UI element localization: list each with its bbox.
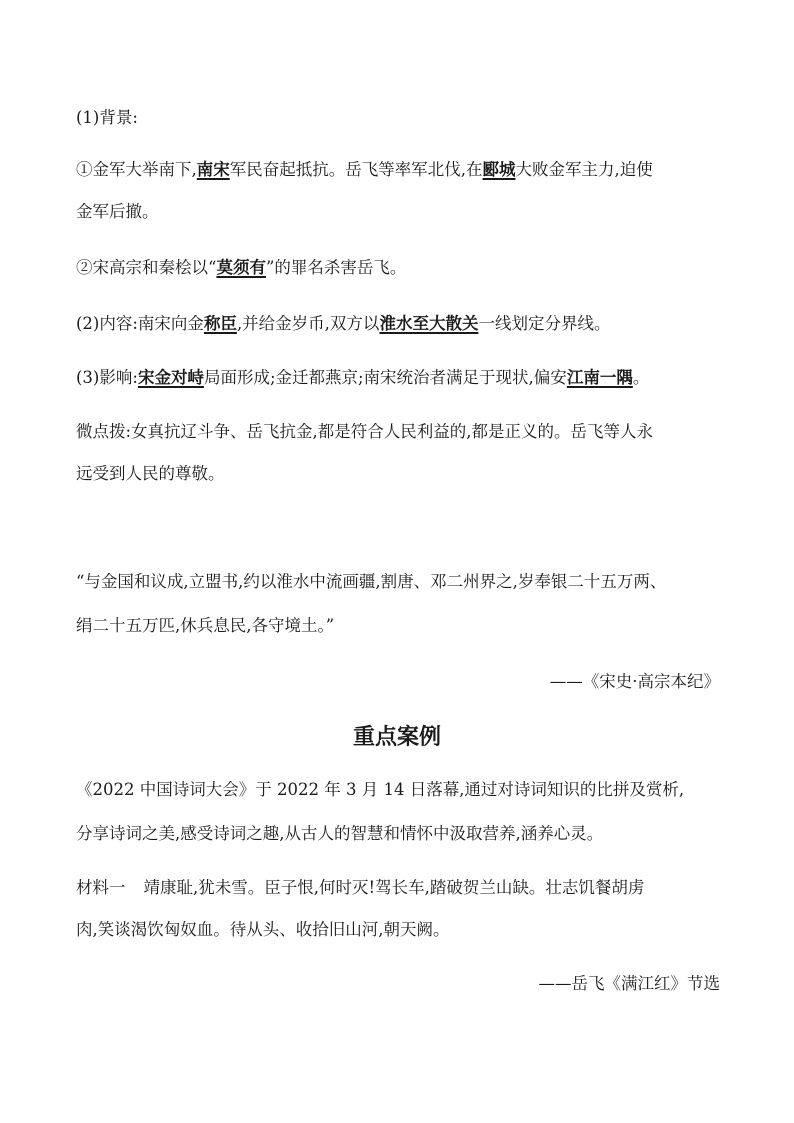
background-item-2 xyxy=(76,246,726,290)
background-heading: (1)背景: xyxy=(76,108,138,127)
material-text: 靖康耻,犹未雪。臣子恨,何时灭!驾长车,踏破贺兰山缺。壮志饥餐胡虏 xyxy=(143,878,645,897)
case-intro-line-2: 分享诗词之美,感受诗词之趣,从古人的智慧和情怀中汲取营养,涵养心灵。 xyxy=(76,824,604,843)
text: ①金军大举南下, xyxy=(76,160,197,179)
text: 。 xyxy=(632,368,650,387)
quote-line-2: 绢二十五万匹,休兵息民,各守境土。” xyxy=(76,616,335,635)
text: 大败金军主力,迫使 xyxy=(515,160,653,179)
text: 军民奋起抵抗。岳飞等率军北伐,在 xyxy=(229,160,483,179)
keyword-chengchen: 称臣 xyxy=(203,314,237,333)
material-line-2: 肉,笑谈渴饮匈奴血。待从头、收拾旧山河,朝天阙。 xyxy=(76,920,450,939)
keyword-southern-song: 南宋 xyxy=(196,160,230,179)
impact-paragraph xyxy=(76,356,726,400)
text: (2)内容:南宋向金 xyxy=(76,314,204,333)
background-item-1 xyxy=(76,148,726,192)
keyword-boundary: 淮水至大散关 xyxy=(379,314,479,333)
material-source: ——岳飞《满江红》节选 xyxy=(538,974,720,993)
case-title: 重点案例 xyxy=(352,725,441,750)
tip-line-2: 远受到人民的尊敬。 xyxy=(76,464,225,483)
text: ”的罪名杀害岳飞。 xyxy=(265,258,407,277)
text: ,并给金岁币,双方以 xyxy=(236,314,380,333)
quote-line-1: “与金国和议成,立盟书,约以淮水中流画疆,割唐、邓二州界之,岁奉银二十五万两、 xyxy=(76,572,667,591)
case-intro-line-1: 《2022 中国诗词大会》于 2022 年 3 月 14 日落幕,通过对诗词知识的比拼及赏析, xyxy=(76,780,685,799)
keyword-confrontation: 宋金对峙 xyxy=(137,368,204,387)
tip-line-1: 微点拨:女真抗辽斗争、岳飞抗金,都是符合人民利益的,都是正义的。岳飞等人永 xyxy=(76,422,654,441)
background-item-1-line-2: 金军后撤。 xyxy=(76,202,159,221)
text: 局面形成;金迁都燕京;南宋统治者满足于现状,偏安 xyxy=(203,368,567,387)
content-paragraph xyxy=(76,302,726,346)
keyword-moxuyou: 莫须有 xyxy=(216,258,266,277)
text: (3)影响: xyxy=(76,368,138,387)
text: 一线划定分界线。 xyxy=(478,314,611,333)
quote-source: ——《宋史·高宗本纪》 xyxy=(549,672,720,691)
material-label: 材料一 xyxy=(76,878,126,897)
keyword-jiangnan: 江南一隅 xyxy=(566,368,633,387)
text: ②宋高宗和秦桧以“ xyxy=(76,258,217,277)
keyword-yancheng: 郾城 xyxy=(482,160,516,179)
material-line-1 xyxy=(76,866,726,910)
